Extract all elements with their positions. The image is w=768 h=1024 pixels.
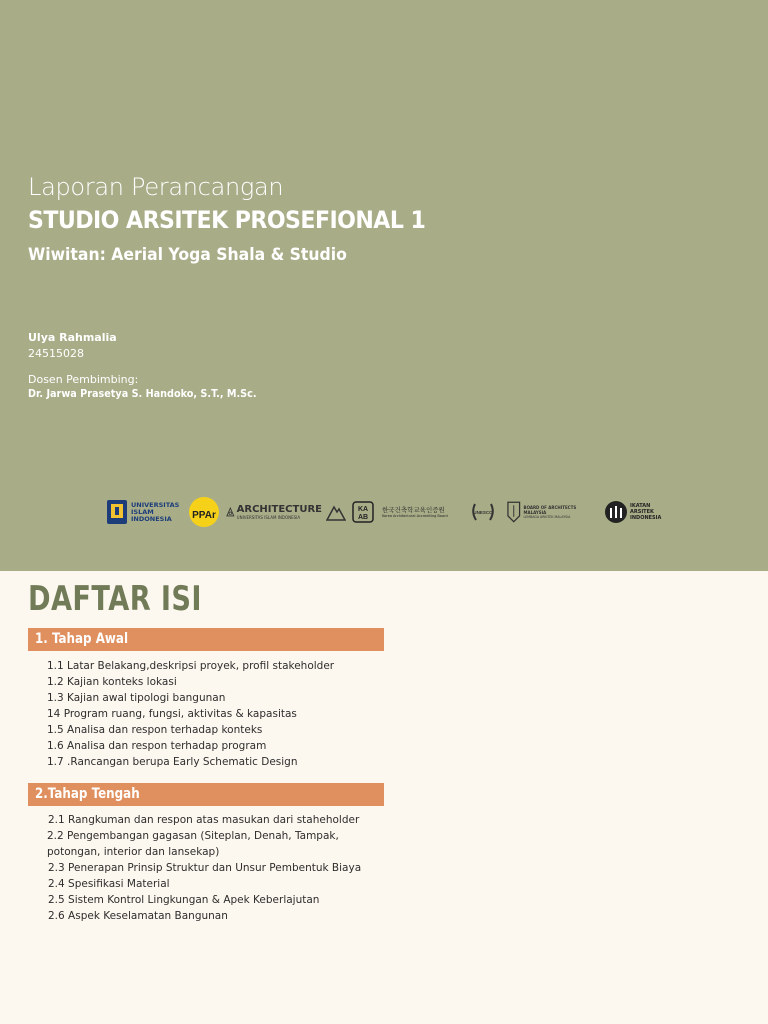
project-title: Wiwitan: Aerial Yoga Shala & Studio (28, 245, 347, 265)
advisor-label: Dosen Pembimbing: (28, 373, 139, 386)
student-name: Ulya Rahmalia (28, 331, 117, 344)
unesco-uia-logo (470, 497, 498, 527)
course-title: STUDIO ARSITEK PROSEFIONAL 1 (28, 206, 426, 234)
kaab-logo (352, 497, 376, 527)
uii-logo: UNIVERSITAS ISLAM INDONESIA (106, 497, 186, 527)
toc-section-heading-2[interactable]: 2.Tahap Tengah (28, 783, 384, 806)
korea-board-logo: 한국건축학교육인증원 Korea Architectural Accrediting Board (382, 505, 448, 518)
svg-text:PPAr: PPAr (192, 510, 216, 521)
logo-strip (106, 497, 666, 527)
architecture-uii-logo: ARCHITECTURE UNIVERSITAS ISLAM INDONESIA (226, 497, 322, 527)
toc-list-section-1 (47, 658, 334, 770)
toc-list-section-2 (48, 812, 388, 924)
toc-item-2-1[interactable]: 2.1 Rangkuman dan respon atas masukan dari staheholder (48, 814, 360, 826)
iai-logo: IKATAN ARSITEK INDONESIA (604, 497, 666, 527)
boam-emblem-icon (506, 500, 522, 524)
svg-text:KA: KA (357, 506, 369, 513)
wreath-icon (470, 499, 496, 525)
ppar-icon (188, 497, 220, 527)
iai-icon (604, 500, 628, 524)
svg-text:UNESCO: UNESCO (473, 510, 493, 515)
mountain-logo (326, 497, 348, 527)
toc-title: DAFTAR ISI (28, 579, 202, 619)
student-id: 24515028 (28, 347, 84, 360)
toc-item-1-5[interactable]: 1.5 Analisa dan respon terhadap konteks (47, 724, 263, 736)
toc-section-heading-1[interactable]: 1. Tahap Awal (28, 628, 384, 651)
ppar-logo (188, 497, 222, 527)
uii-emblem-icon (106, 499, 128, 525)
board-architects-malaysia-logo: BOARD OF ARCHITECTS MALAYSIA LEMBAGA ARKITEK MALAYSIA (506, 497, 598, 527)
toc-item-2-4[interactable]: 2.4 Spesifikasi Material (48, 878, 170, 890)
toc-item-1-6[interactable]: 1.6 Analisa dan respon terhadap program (47, 740, 267, 752)
report-subtitle: Laporan Perancangan (28, 173, 284, 201)
toc-item-2-3[interactable]: 2.3 Penerapan Prinsip Struktur dan Unsur Pembentuk Biaya (48, 862, 362, 874)
toc-item-1-4[interactable]: 14 Program ruang, fungsi, aktivitas & kapasitas (47, 708, 297, 720)
svg-text:AB: AB (357, 514, 369, 521)
toc-item-2-6[interactable]: 2.6 Aspek Keselamatan Bangunan (48, 910, 228, 922)
toc-item-1-3[interactable]: 1.3 Kajian awal tipologi bangunan (47, 692, 226, 704)
advisor-name: Dr. Jarwa Prasetya S. Handoko, S.T., M.Sc. (28, 388, 257, 400)
toc-item-1-2[interactable]: 1.2 Kajian konteks lokasi (47, 676, 177, 688)
toc-item-1-7[interactable]: 1.7 .Rancangan berupa Early Schematic Design (47, 756, 298, 768)
kaab-icon (352, 501, 374, 523)
architecture-triangle-icon (226, 501, 235, 523)
mountain-icon (326, 503, 346, 521)
toc-item-1-1[interactable]: 1.1 Latar Belakang,deskripsi proyek, profil stakeholder (47, 660, 335, 672)
toc-item-2-2[interactable]: 2.2 Pengembangan gagasan (Siteplan, Denah, Tampak, potongan, interior dan lansekap) (47, 830, 339, 858)
toc-item-2-5[interactable]: 2.5 Sistem Kontrol Lingkungan & Apek Keberlajutan (48, 894, 320, 906)
